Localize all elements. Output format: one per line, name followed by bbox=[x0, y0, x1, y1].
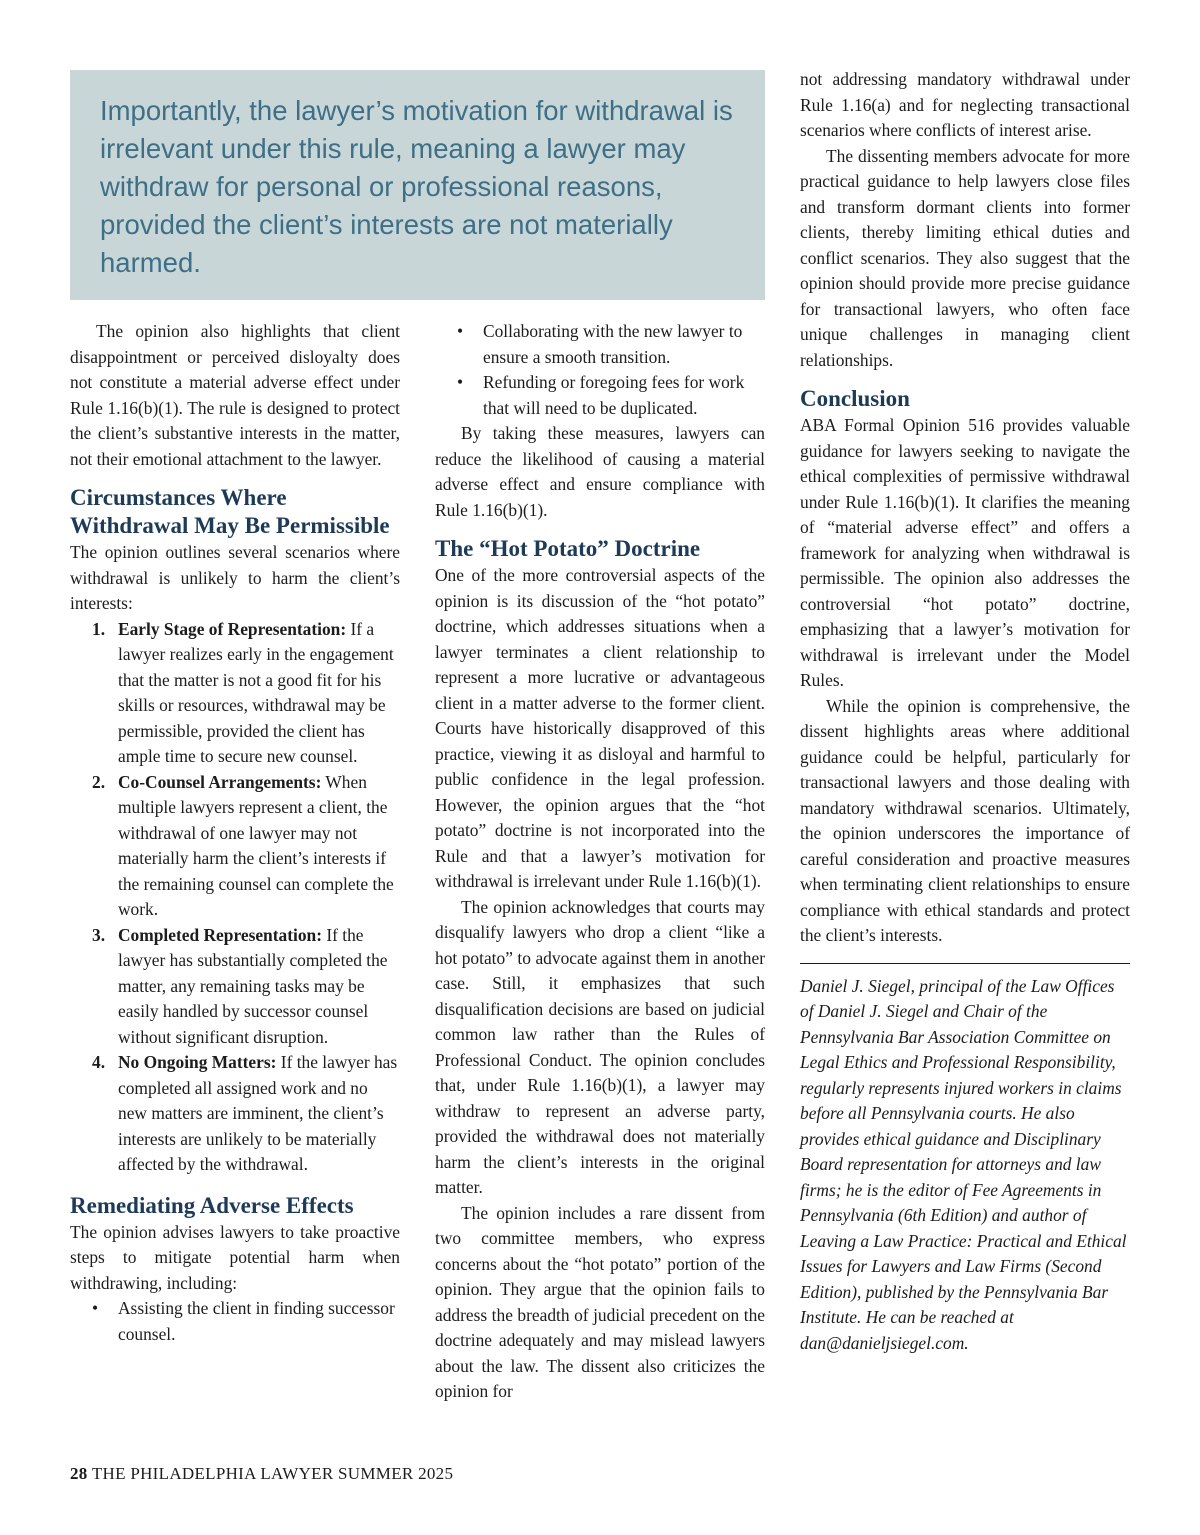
column-right bbox=[800, 67, 1130, 1356]
list-item-text: If the lawyer has substantially completed the matter, any remaining tasks may be easily handled by successor counsel without significant disruption. bbox=[118, 924, 388, 1047]
paragraph: not addressing mandatory withdrawal under Rule 1.16(a) and for neglecting transactional scenarios where conflicts of interest arise. bbox=[800, 69, 1130, 140]
paragraph: The opinion acknowledges that courts may disqualify lawyers who drop a client “like a hot potato” to advocate against them in another case. Still, it emphasizes that such disqualification decisions are based on judicial common law rather than the Rules of Professional Conduct. The opinion concludes that, under Rule 1.16(b)(1), a lawyer may withdraw to represent an adverse party, provided the withdrawal does not materially harm the client’s interests in the original matter. bbox=[435, 896, 765, 1197]
section-heading-circumstances: Circumstances Where Withdrawal May Be Permissible bbox=[70, 485, 390, 538]
paragraph: The opinion outlines several scenarios where withdrawal is unlikely to harm the client’s interests: bbox=[70, 542, 400, 613]
scenario-list bbox=[70, 617, 400, 1178]
paragraph: The opinion advises lawyers to take proactive steps to mitigate potential harm when withdrawing, including: bbox=[70, 1221, 400, 1293]
column-left bbox=[70, 319, 400, 1347]
list-item-text: Assisting the client in finding successor counsel. bbox=[118, 1298, 395, 1344]
paragraph: The dissenting members advocate for more practical guidance to help lawyers close files and transform dormant clients into former clients, thereby limiting ethical duties and conflict scenarios. They also suggest that the opinion should provide more precise guidance for transactional lawyers, who often face unique challenges in managing client relationships. bbox=[800, 145, 1130, 370]
section-heading-remediating: Remediating Adverse Effects bbox=[70, 1192, 354, 1218]
list-item-lead: Co-Counsel Arrangements: bbox=[118, 771, 322, 792]
page-footer bbox=[70, 1463, 453, 1485]
pull-quote bbox=[70, 70, 765, 300]
page-number: 28 bbox=[70, 1464, 88, 1483]
section-heading-conclusion: Conclusion bbox=[800, 386, 910, 411]
list-item-text: When multiple lawyers represent a client, the withdrawal of one lawyer may not materially harm the client’s interests if the remaining counsel can complete the work. bbox=[118, 771, 394, 919]
author-bio: Daniel J. Siegel, principal of the Law Offices of Daniel J. Siegel and Chair of the Pennsylvania Bar Association Committee on Legal Ethics and Professional Responsibility, regularly represents injured workers in claims before all Pennsylvania courts. He also provides ethical guidance and Disciplinary Board representation for attorneys and law firms; he is the editor of Fee Agreements in Pennsylvania (6th Edition) and author of Leaving a Law Practice: Practical and Ethical Issues for Lawyers and Law Firms (Second Edition), published by the Pennsylvania Bar Institute. He can be reached at dan@danieljsiegel.com. bbox=[800, 975, 1127, 1353]
paragraph: By taking these measures, lawyers can reduce the likelihood of causing a material adverse effect and ensure compliance with Rule 1.16(b)(1). bbox=[435, 423, 765, 520]
list-item-text: If a lawyer realizes early in the engagement that the matter is not a good fit for his skills or resources, withdrawal may be permissible, provided the client has ample time to secure new counsel. bbox=[118, 618, 394, 766]
list-item bbox=[435, 319, 765, 370]
pull-quote-text: Importantly, the lawyer’s motivation for withdrawal is irrelevant under this rule, meaning a lawyer may withdraw for personal or professional reasons, provided the client’s interests are not materially harmed. bbox=[100, 95, 733, 278]
remediation-list-continued bbox=[435, 319, 765, 421]
divider bbox=[800, 963, 1130, 964]
section-heading-hot-potato: The “Hot Potato” Doctrine bbox=[435, 536, 701, 561]
list-item-lead: Completed Representation: bbox=[118, 924, 322, 945]
list-item-text: Collaborating with the new lawyer to ensure a smooth transition. bbox=[483, 321, 743, 367]
paragraph: ABA Formal Opinion 516 provides valuable guidance for lawyers seeking to navigate the ethical complexities of permissive withdrawal under Rule 1.16(b)(1). It clarifies the meaning of “material adverse effect” and offers a framework for analyzing when withdrawal is permissible. The opinion also addresses the controversial “hot potato” doctrine, emphasizing that a lawyer’s motivation for withdrawal is irrelevant under the Model Rules. bbox=[800, 415, 1130, 690]
list-item-lead: Early Stage of Representation: bbox=[118, 618, 347, 639]
publication-name: THE PHILADELPHIA LAWYER SUMMER 2025 bbox=[91, 1464, 454, 1483]
list-item bbox=[70, 617, 400, 770]
list-number: 1. bbox=[92, 618, 106, 639]
list-item bbox=[70, 1296, 400, 1347]
remediation-list bbox=[70, 1296, 400, 1347]
list-item bbox=[435, 370, 765, 421]
paragraph: One of the more controversial aspects of the opinion is its discussion of the “hot potato” doctrine, which addresses situations when a lawyer terminates a client relationship to represent a more lucrative or advantageous client in a matter adverse to the former client. Courts have historically disapproved of this practice, viewing it as disloyal and harmful to public confidence in the legal profession. However, the opinion argues that the “hot potato” doctrine is not incorporated into the Rule and that a lawyer’s motivation for withdrawal is irrelevant under Rule 1.16(b)(1). bbox=[435, 565, 765, 891]
list-item-text: If the lawyer has completed all assigned work and no new matters are imminent, the client’s interests are unlikely to be materially affected by the withdrawal. bbox=[118, 1052, 398, 1174]
bullet-icon: • bbox=[457, 372, 464, 392]
list-item-lead: No Ongoing Matters: bbox=[118, 1052, 277, 1072]
list-number: 2. bbox=[92, 771, 106, 792]
column-middle bbox=[435, 319, 765, 1405]
bullet-icon: • bbox=[92, 1298, 99, 1318]
list-number: 3. bbox=[92, 924, 106, 945]
list-number: 4. bbox=[92, 1052, 106, 1072]
bullet-icon: • bbox=[457, 321, 464, 341]
paragraph: While the opinion is comprehensive, the dissent highlights areas where additional guidance could be helpful, particularly for transactional lawyers and those dealing with mandatory withdrawal scenarios. Ultimately, the opinion underscores the importance of careful consideration and proactive measures when terminating client relationships to ensure compliance with ethical standards and protect the client’s interests. bbox=[800, 695, 1130, 945]
list-item bbox=[70, 770, 400, 923]
paragraph: The opinion includes a rare dissent from two committee members, who express concerns about the “hot potato” portion of the opinion. They argue that the opinion fails to address the breadth of judicial precedent on the doctrine adequately and may mislead lawyers about the law. The dissent also criticizes the opinion for bbox=[435, 1202, 765, 1401]
paragraph: The opinion also highlights that client disappointment or perceived disloyalty does not constitute a material adverse effect under Rule 1.16(b)(1). The rule is designed to protect the client’s substantive interests in the matter, not their emotional attachment to the lawyer. bbox=[70, 321, 400, 469]
list-item-text: Refunding or foregoing fees for work that will need to be duplicated. bbox=[483, 372, 745, 418]
list-item bbox=[70, 1050, 400, 1178]
list-item bbox=[70, 923, 400, 1051]
